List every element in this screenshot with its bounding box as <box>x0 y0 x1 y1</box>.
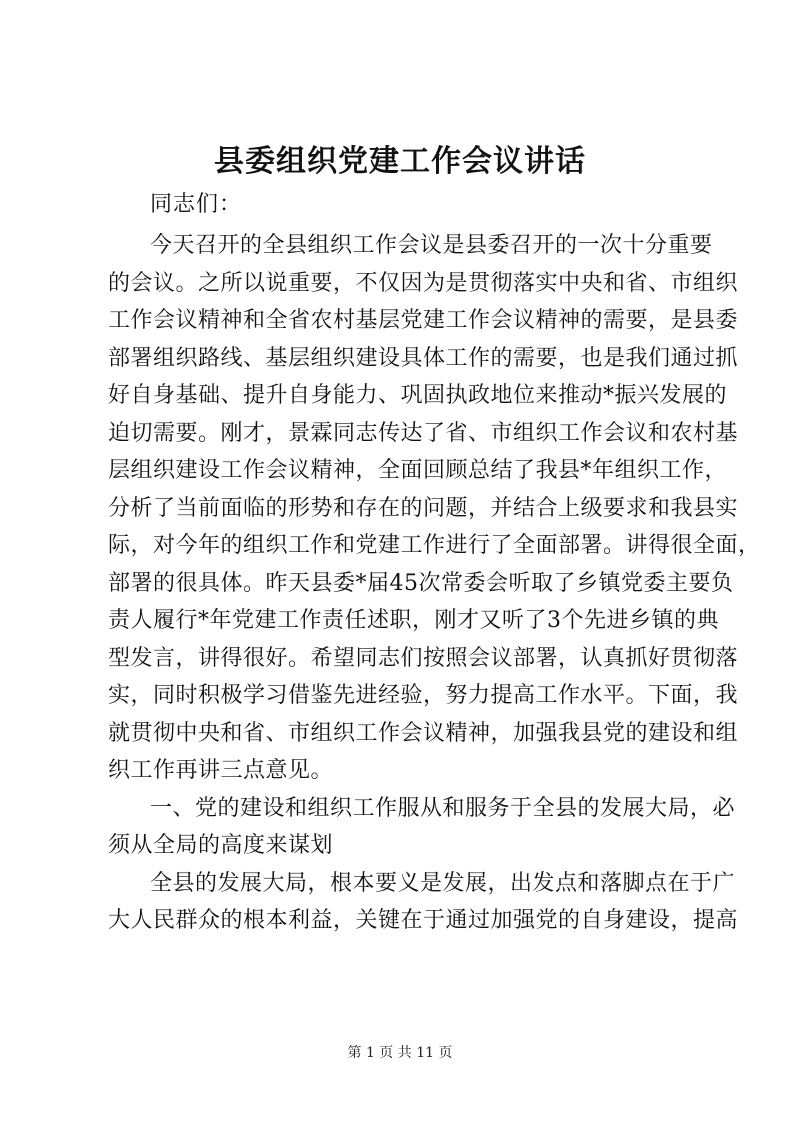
page-footer: 第 1 页 共 11 页 <box>347 1045 453 1061</box>
body-line: 今天召开的全县组织工作会议是县委召开的一次十分重要 <box>150 233 713 258</box>
body-line: 际，对今年的组织工作和党建工作进行了全面部署。讲得很全面， <box>108 533 761 558</box>
body-line: 好自身基础、提升自身能力、巩固执政地位来推动*振兴发展的 <box>108 383 728 408</box>
body-line: 就贯彻中央和省、市组织工作会议精神，加强我县党的建设和组 <box>108 721 739 746</box>
body-line: 实，同时积极学习借鉴先进经验，努力提高工作水平。下面，我 <box>108 683 739 708</box>
body-line: 织工作再讲三点意见。 <box>108 758 334 783</box>
body-line: 迫切需要。刚才，景霖同志传达了省、市组织工作会议和农村基 <box>108 421 739 446</box>
body-line: 全县的发展大局，根本要义是发展，出发点和落脚点在于广 <box>150 871 736 896</box>
body-line: 工作会议精神和全省农村基层党建工作会议精神的需要，是县委 <box>108 308 739 333</box>
body-line: 大人民群众的根本利益，关键在于通过加强党的自身建设，提高 <box>108 908 739 933</box>
body-line: 责人履行*年党建工作责任述职，刚才又听了3个先进乡镇的典 <box>108 608 719 633</box>
body-line: 分析了当前面临的形势和存在的问题，并结合上级要求和我县实 <box>108 496 739 521</box>
body-line: 的会议。之所以说重要，不仅因为是贯彻落实中央和省、市组织 <box>108 271 739 296</box>
section-heading-line: 须从全局的高度来谋划 <box>108 833 334 858</box>
document-title: 县委组织党建工作会议讲话 <box>214 144 586 179</box>
greeting: 同志们： <box>150 192 243 217</box>
body-line: 部署的很具体。昨天县委*届45次常委会听取了乡镇党委主要负 <box>108 571 734 596</box>
body-line: 型发言，讲得很好。希望同志们按照会议部署，认真抓好贯彻落 <box>108 646 739 671</box>
body-line: 层组织建设工作会议精神，全面回顾总结了我县*年组织工作， <box>108 458 728 483</box>
section-heading-line: 一、党的建设和组织工作服从和服务于全县的发展大局，必 <box>150 796 736 821</box>
body-line: 部署组织路线、基层组织建设具体工作的需要，也是我们通过抓 <box>108 346 739 371</box>
